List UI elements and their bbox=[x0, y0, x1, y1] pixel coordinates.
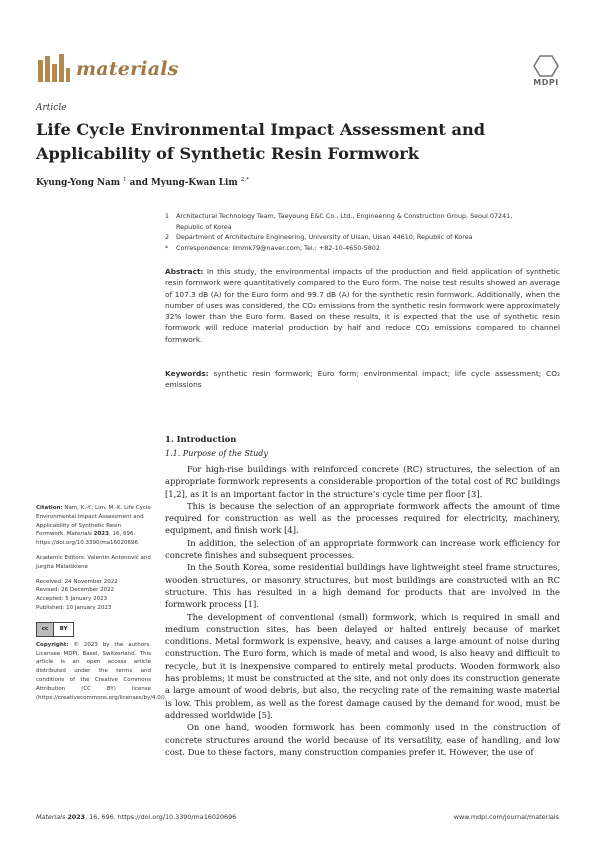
keywords bbox=[165, 368, 560, 391]
abstract-text: In this study, the environmental impacts of the production and field application of synthetic resin formwork were quantitatively compared to the Euro form. The noise test results showed an average of 107.3 dB (A) for the Euro form and 99.7 dB (A) for the synthetic resin formwork. Additionally, when the number of uses was considered, the CO₂ emissions from the synthetic resin formwork were approximately 32% lower than the Euro form. Based on these results, it is expected that the use of synthetic resin formwork will reduce material production by half and reduce CO₂ emissions compared to channel formwork. bbox=[165, 267, 560, 344]
footer-doi-link[interactable]: , 16, 696. https://doi.org/10.3390/ma16020696 bbox=[85, 813, 237, 821]
keywords-label: Keywords: bbox=[165, 369, 209, 378]
affiliation-item bbox=[165, 211, 525, 232]
copyright-text: © 2023 by the authors. Licensee MDPI, Basel, Switzerland. This article is an open access article distributed under the terms and conditions of the Creative Commons Attribution (CC BY) license (https://creativecommons.org/licenses/by/4.0/). bbox=[36, 641, 167, 701]
footer-journal-url[interactable]: www.mdpi.com/journal/materials bbox=[453, 813, 559, 821]
paragraph: For high-rise buildings with reinforced concrete (RC) structures, the selection of an appropriate formwork represents a considerable proportion of the total cost of RC buildings [1,2], as it is an important factor in the structure’s cycle time per floor [3]. bbox=[165, 464, 560, 499]
citation bbox=[36, 504, 151, 548]
footer-year: 2023 bbox=[67, 813, 86, 821]
paragraph: In addition, the selection of an appropriate formwork can increase work efficiency for concrete finishes and subsequent processes. bbox=[165, 537, 560, 561]
citation-label: Citation: bbox=[36, 505, 63, 511]
journal-name: materials bbox=[76, 58, 179, 80]
abstract bbox=[165, 266, 560, 345]
cc-by-license-icon[interactable] bbox=[36, 622, 74, 637]
article-title: Life Cycle Environmental Impact Assessment and Applicability of Synthetic Resin Formwork bbox=[36, 120, 486, 163]
section-body bbox=[165, 463, 560, 758]
copyright bbox=[36, 641, 167, 703]
affiliation-text: Department of Architecture Engineering, University of Ulsan, Ulsan 44610, Republic of Korea bbox=[176, 233, 473, 242]
article-type: Article bbox=[36, 103, 67, 113]
affiliation-number: 2 bbox=[165, 233, 170, 242]
abstract-label: Abstract: bbox=[165, 267, 204, 276]
author-affiliation-mark: 2,* bbox=[240, 177, 249, 183]
footer-journal: Materials bbox=[36, 813, 66, 821]
by-label: BY bbox=[53, 623, 73, 636]
affiliation-item bbox=[165, 243, 525, 254]
paragraph: The development of conventional (small) formwork, which is required in small and medium construction sites, has been delayed or halted entirely because of market conditions. Metal formwork is expensive, heavy, and causes a large amount of noise during construction. The Euro form, which is made of metal and wood, is also heavy and difficult to recycle, but it is inexpensive compared to entirely metal products. Wooden formwork also has problems; it must be constructed at the site, and not only does its construction generate a large amount of wood debris, but also, the recycling rate of the remaining waste material is low. This problem, as well as the forest damage caused by the demand for wood, must be addressed worldwide [5]. bbox=[165, 611, 560, 720]
section-heading: 1. Introduction bbox=[165, 434, 237, 444]
affiliation-number: 1 bbox=[165, 212, 170, 220]
cc-label: cc bbox=[37, 623, 53, 636]
author-name: Myung-Kwan Lim bbox=[150, 177, 238, 188]
publisher-name: MDPI bbox=[533, 78, 559, 87]
publisher-logo bbox=[533, 55, 559, 87]
author-list bbox=[36, 177, 249, 188]
academic-editors: Academic Editors: Valentin Antonović and Jurgita Malaiškienė bbox=[36, 554, 151, 570]
affiliation-text: Architectural Technology Team, Taeyoung E&C Co., Ltd., Engineering & Construction Group, Seoul 07241, Republic of Korea bbox=[176, 212, 513, 231]
journal-logo bbox=[36, 52, 179, 86]
author-name: Kyung-Yong Nam bbox=[36, 177, 121, 188]
paragraph: On one hand, wooden formwork has been commonly used in the construction of concrete structures around the world because of its versatility, ease of handling, and low cost. Due to these factors, many construction companies prefer it. However, the use of bbox=[165, 722, 560, 757]
date-accepted: Accepted: 5 January 2023 bbox=[36, 596, 108, 603]
citation-text: Nam, K.-Y.; Lim, M.-K. Life Cycle Environmental Impact Assessment and Applicability of Synthetic Resin Formwork. bbox=[36, 505, 151, 538]
author-affiliation-mark: 1 bbox=[123, 177, 127, 183]
citation-doi[interactable]: , 16, 696. https://doi.org/10.3390/ma16020696 bbox=[36, 531, 139, 547]
affiliation-number: * bbox=[165, 243, 169, 252]
date-published: Published: 10 January 2023 bbox=[36, 604, 112, 611]
footer-citation bbox=[36, 813, 236, 821]
date-revised: Revised: 26 December 2022 bbox=[36, 587, 115, 594]
keywords-text: synthetic resin formwork; Euro form; environmental impact; life cycle assessment; CO₂ emissions bbox=[165, 369, 560, 390]
mdpi-hexagon-icon bbox=[533, 55, 559, 77]
paragraph: This is because the selection of an appropriate formwork affects the amount of time required for construction as well as the processes required for electricity, machinery, equipment, and finish work [4]. bbox=[165, 500, 560, 536]
affiliations bbox=[165, 211, 525, 253]
citation-journal: Materials bbox=[66, 531, 92, 538]
citation-year: 2023 bbox=[93, 531, 109, 538]
article-info-sidebar bbox=[36, 504, 167, 702]
date-received: Received: 24 November 2022 bbox=[36, 578, 118, 585]
affiliation-item bbox=[165, 232, 525, 243]
author-connector: and bbox=[126, 177, 151, 188]
materials-logo-icon bbox=[36, 52, 72, 86]
subsection-heading: 1.1. Purpose of the Study bbox=[165, 449, 268, 458]
paragraph: In the South Korea, some residential buildings have lightweight steel frame structures, wooden structures, or masonry structures, but most buildings are constructed with an RC structure. This has resulted in a high demand for products that are involved in the formwork process [1]. bbox=[165, 562, 560, 610]
copyright-label: Copyright: bbox=[36, 641, 69, 648]
correspondence-text: Correspondence: limmk79@naver.com; Tel.: +82-10-4650-5802 bbox=[176, 243, 380, 252]
